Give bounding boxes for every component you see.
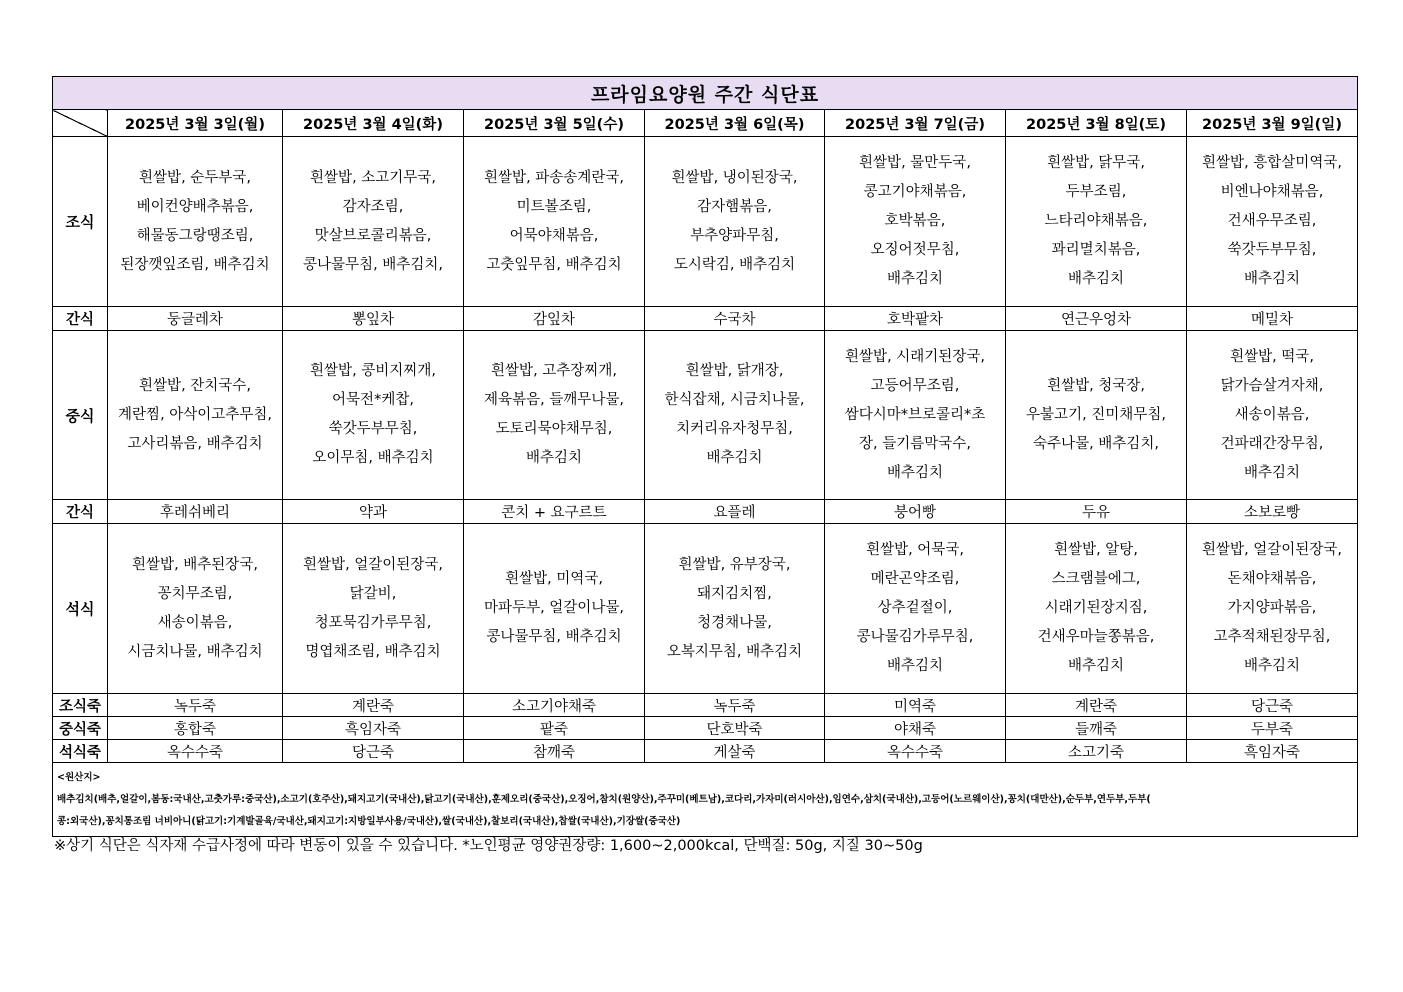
menu-item-line: 돼지김치찜, bbox=[697, 585, 772, 602]
menu-cell bbox=[825, 524, 1006, 694]
menu-cell: 야채죽 bbox=[825, 717, 1006, 740]
menu-item-line: 쑥갓두부무침, bbox=[328, 421, 418, 437]
menu-item-line: 베이컨양배추볶음, bbox=[136, 198, 254, 215]
menu-item-line: 미트볼조림, bbox=[516, 198, 592, 215]
menu-item-line: 상추겉절이, bbox=[877, 600, 953, 616]
menu-item-line: 건새우무조림, bbox=[1227, 213, 1317, 229]
menu-item-line: 흰쌀밥, 물만두국, bbox=[859, 155, 971, 171]
menu-item-line: 명엽채조림, 배추김치 bbox=[305, 643, 441, 660]
row-label: 조식 bbox=[53, 137, 108, 307]
origin-heading: <원산지> bbox=[57, 772, 101, 783]
origin-line: 배추김치(배추,얼갈이,봄동:국내산,고춧가루:중국산),소고기(호주산),돼지고기(국내산),닭고기(국내산),훈제오리(중국산),오징어,참치(원양산),주꾸미(베트남),코다리,가자미(러시아산),임연수,삼치(국내산),고등어(노르웨이산),꽁치(대만산),순두부,연두부,두부( bbox=[57, 794, 1151, 805]
menu-item-line: 배추김치 bbox=[1243, 271, 1301, 287]
menu-cell bbox=[283, 137, 464, 307]
menu-item-line: 콩나물무침, 배추김치, bbox=[303, 256, 443, 273]
menu-item-line: 배추김치 bbox=[1243, 658, 1301, 674]
menu-item-line: 고사리볶음, 배추김치 bbox=[127, 435, 263, 452]
menu-cell: 소고기죽 bbox=[1006, 740, 1187, 763]
row-label: 간식 bbox=[53, 500, 108, 524]
menu-item-line: 배추김치 bbox=[706, 450, 763, 466]
weekly-menu-table bbox=[52, 76, 1358, 837]
menu-item-line: 콩나물김가루무침, bbox=[856, 629, 974, 645]
menu-item-line: 고춧잎무침, 배추김치 bbox=[486, 256, 622, 273]
menu-cell: 요플레 bbox=[645, 500, 825, 524]
menu-cell: 소보로빵 bbox=[1187, 500, 1358, 524]
menu-cell: 두유 bbox=[1006, 500, 1187, 524]
menu-cell: 단호박죽 bbox=[645, 717, 825, 740]
menu-item-line: 가지양파볶음, bbox=[1227, 600, 1317, 616]
menu-cell bbox=[825, 137, 1006, 307]
menu-cell: 흑임자죽 bbox=[283, 717, 464, 740]
menu-cell bbox=[1187, 137, 1358, 307]
menu-cell: 옥수수죽 bbox=[108, 740, 283, 763]
menu-cell: 감잎차 bbox=[464, 307, 645, 331]
menu-item-line: 배추김치 bbox=[1067, 271, 1125, 287]
menu-cell: 녹두죽 bbox=[645, 694, 825, 717]
menu-item-line: 배추김치 bbox=[886, 271, 944, 287]
menu-cell: 미역죽 bbox=[825, 694, 1006, 717]
menu-item-line: 청포묵김가루무침, bbox=[314, 614, 432, 631]
menu-cell bbox=[1187, 524, 1358, 694]
menu-cell bbox=[108, 524, 283, 694]
porridge-dinner-row bbox=[53, 740, 1358, 763]
day-header: 2025년 3월 6일(목) bbox=[645, 110, 825, 137]
menu-item-line: 흰쌀밥, 파송송계란국, bbox=[484, 169, 624, 186]
menu-cell bbox=[645, 524, 825, 694]
day-header: 2025년 3월 9일(일) bbox=[1187, 110, 1358, 137]
menu-cell: 두부죽 bbox=[1187, 717, 1358, 740]
menu-cell: 팥죽 bbox=[464, 717, 645, 740]
menu-cell: 계란죽 bbox=[283, 694, 464, 717]
menu-cell: 뽕잎차 bbox=[283, 307, 464, 331]
menu-item-line: 흰쌀밥, 얼갈이된장국, bbox=[303, 556, 443, 573]
menu-cell: 흑임자죽 bbox=[1187, 740, 1358, 763]
page-title: 프라임요양원 주간 식단표 bbox=[53, 77, 1358, 110]
menu-cell: 계란죽 bbox=[1006, 694, 1187, 717]
menu-cell: 호박팥차 bbox=[825, 307, 1006, 331]
origin-info bbox=[53, 763, 1358, 837]
menu-cell: 들깨죽 bbox=[1006, 717, 1187, 740]
menu-cell bbox=[464, 524, 645, 694]
menu-cell: 소고기야채죽 bbox=[464, 694, 645, 717]
menu-item-line: 흰쌀밥, 냉이된장국, bbox=[671, 169, 798, 186]
footer-note: ※상기 식단은 식자재 수급사정에 따라 변동이 있을 수 있습니다. *노인평균 영양권장량: 1,600~2,000kcal, 단백질: 50g, 지질 30~50g bbox=[54, 838, 923, 854]
menu-item-line: 흰쌀밥, 닭개장, bbox=[685, 363, 784, 379]
menu-item-line: 숙주나물, 배추김치, bbox=[1033, 435, 1159, 452]
breakfast-row bbox=[53, 137, 1358, 307]
menu-item-line: 흰쌀밥, 닭무국, bbox=[1047, 155, 1145, 171]
menu-cell: 붕어빵 bbox=[825, 500, 1006, 524]
menu-item-line: 흰쌀밥, 고추장찌개, bbox=[491, 363, 617, 379]
menu-item-line: 오복지무침, 배추김치 bbox=[666, 643, 803, 660]
menu-item-line: 콩나물무침, 배추김치 bbox=[486, 629, 622, 645]
menu-item-line: 흰쌀밥, 배추된장국, bbox=[132, 556, 258, 573]
porridge-breakfast-row bbox=[53, 694, 1358, 717]
menu-item-line: 스크램블에그, bbox=[1051, 571, 1141, 587]
menu-cell bbox=[1006, 137, 1187, 307]
menu-item-line: 느타리야채볶음, bbox=[1044, 213, 1148, 229]
dinner-row bbox=[53, 524, 1358, 694]
menu-item-line: 시래기된장지짐, bbox=[1044, 600, 1148, 616]
menu-item-line: 흰쌀밥, 잔치국수, bbox=[139, 377, 251, 394]
menu-item-line: 감자햄볶음, bbox=[697, 198, 772, 215]
menu-cell: 둥글레차 bbox=[108, 307, 283, 331]
menu-item-line: 흰쌀밥, 소고기무국, bbox=[310, 169, 436, 186]
snack2-row bbox=[53, 500, 1358, 524]
menu-item-line: 도토리묵야채무침, bbox=[495, 421, 613, 437]
menu-cell: 게살죽 bbox=[645, 740, 825, 763]
menu-item-line: 꽈리멸치볶음, bbox=[1051, 242, 1141, 258]
menu-item-line: 두부조림, bbox=[1065, 184, 1127, 200]
origin-row bbox=[53, 763, 1358, 837]
day-header: 2025년 3월 3일(월) bbox=[108, 110, 283, 137]
menu-cell: 수국차 bbox=[645, 307, 825, 331]
menu-item-line: 흰쌀밥, 흥합살미역국, bbox=[1202, 155, 1342, 171]
menu-cell: 참깨죽 bbox=[464, 740, 645, 763]
menu-item-line: 흰쌀밥, 떡국, bbox=[1230, 348, 1314, 365]
menu-cell: 약과 bbox=[283, 500, 464, 524]
menu-item-line: 배추김치 bbox=[1067, 658, 1125, 674]
menu-item-line: 흰쌀밥, 어묵국, bbox=[866, 542, 964, 558]
menu-item-line: 쌈다시마*브로콜리*초 bbox=[844, 406, 986, 423]
menu-item-line: 제육볶음, 들깨무나물, bbox=[484, 392, 624, 408]
menu-item-line: 오징어젓무침, bbox=[870, 242, 960, 258]
menu-cell bbox=[108, 137, 283, 307]
menu-item-line: 어묵야채볶음, bbox=[509, 227, 599, 244]
menu-item-line: 치커리유자청무침, bbox=[676, 421, 793, 437]
menu-item-line: 흰쌀밥, 유부장국, bbox=[678, 556, 791, 573]
day-header: 2025년 3월 5일(수) bbox=[464, 110, 645, 137]
menu-item-line: 시금치나물, 배추김치 bbox=[127, 643, 263, 660]
menu-item-line: 부추양파무침, bbox=[690, 227, 779, 244]
date-header-row bbox=[53, 110, 1358, 137]
menu-item-line: 흰쌀밥, 알탕, bbox=[1054, 542, 1138, 558]
row-label: 석식죽 bbox=[53, 740, 108, 763]
menu-cell: 옥수수죽 bbox=[825, 740, 1006, 763]
row-label: 중식죽 bbox=[53, 717, 108, 740]
menu-item-line: 흰쌀밥, 시래기된장국, bbox=[845, 348, 985, 365]
menu-cell bbox=[645, 137, 825, 307]
porridge-lunch-row bbox=[53, 717, 1358, 740]
menu-item-line: 감자조림, bbox=[342, 198, 404, 215]
menu-cell: 녹두죽 bbox=[108, 694, 283, 717]
menu-cell bbox=[464, 137, 645, 307]
row-label: 간식 bbox=[53, 307, 108, 331]
menu-item-line: 도시락김, 배추김치 bbox=[673, 256, 796, 273]
menu-item-line: 건새우마늘쫑볶음, bbox=[1037, 629, 1155, 645]
menu-item-line: 꽁치무조림, bbox=[157, 585, 233, 602]
menu-cell bbox=[645, 331, 825, 500]
menu-item-line: 콩고기야채볶음, bbox=[863, 184, 967, 200]
menu-cell bbox=[108, 331, 283, 500]
menu-cell: 콘치 + 요구르트 bbox=[464, 500, 645, 524]
day-header: 2025년 3월 4일(화) bbox=[283, 110, 464, 137]
menu-item-line: 닭가슴살겨자채, bbox=[1220, 377, 1324, 394]
menu-item-line: 호박볶음, bbox=[884, 213, 946, 229]
menu-item-line: 청경채나물, bbox=[697, 614, 772, 631]
menu-item-line: 어묵전*케찹, bbox=[332, 392, 414, 408]
menu-item-line: 배추김치 bbox=[1243, 464, 1301, 481]
row-label: 중식 bbox=[53, 331, 108, 500]
menu-item-line: 배추김치 bbox=[886, 464, 944, 481]
menu-cell bbox=[825, 331, 1006, 500]
menu-cell: 당근죽 bbox=[1187, 694, 1358, 717]
menu-cell bbox=[464, 331, 645, 500]
menu-item-line: 배추김치 bbox=[886, 658, 944, 674]
menu-item-line: 계란찜, 아삭이고추무침, bbox=[118, 406, 272, 423]
menu-item-line: 건파래간장무침, bbox=[1220, 435, 1324, 452]
menu-item-line: 새송이볶음, bbox=[157, 614, 233, 631]
menu-cell bbox=[1006, 524, 1187, 694]
day-header: 2025년 3월 8일(토) bbox=[1006, 110, 1187, 137]
menu-item-line: 새송이볶음, bbox=[1234, 406, 1310, 423]
menu-cell: 후레쉬베리 bbox=[108, 500, 283, 524]
menu-cell bbox=[1187, 331, 1358, 500]
lunch-row bbox=[53, 331, 1358, 500]
snack1-row bbox=[53, 307, 1358, 331]
menu-item-line: 한식잡채, 시금치나물, bbox=[664, 392, 805, 408]
menu-item-line: 우불고기, 진미채무침, bbox=[1026, 406, 1166, 423]
row-label: 조식죽 bbox=[53, 694, 108, 717]
menu-item-line: 장, 들기름막국수, bbox=[859, 435, 971, 452]
menu-item-line: 닭갈비, bbox=[349, 585, 397, 602]
menu-item-line: 흰쌀밥, 얼갈이된장국, bbox=[1202, 542, 1342, 558]
title-row bbox=[53, 77, 1358, 110]
menu-cell: 당근죽 bbox=[283, 740, 464, 763]
menu-item-line: 돈채야채볶음, bbox=[1227, 571, 1317, 587]
origin-line: 콩:외국산),꽁치통조림 너비아니(닭고기:기계발골육/국내산,돼지고기:지방일부사용/국내산),쌀(국내산),찰보리(국내산),찹쌀(국내산),기장쌀(중국산) bbox=[57, 816, 681, 827]
menu-cell: 홍합죽 bbox=[108, 717, 283, 740]
corner-cell bbox=[53, 110, 108, 137]
menu-cell bbox=[1006, 331, 1187, 500]
day-header: 2025년 3월 7일(금) bbox=[825, 110, 1006, 137]
menu-item-line: 메란곤약조림, bbox=[870, 571, 960, 587]
menu-cell: 연근우엉차 bbox=[1006, 307, 1187, 331]
menu-item-line: 마파두부, 얼갈이나물, bbox=[484, 600, 624, 616]
menu-item-line: 흰쌀밥, 청국장, bbox=[1047, 377, 1145, 394]
menu-item-line: 쑥갓두부무침, bbox=[1227, 242, 1317, 258]
menu-cell bbox=[283, 524, 464, 694]
row-label: 석식 bbox=[53, 524, 108, 694]
menu-item-line: 오이무침, 배추김치 bbox=[312, 450, 434, 466]
menu-item-line: 고추적채된장무침, bbox=[1213, 629, 1331, 645]
menu-item-line: 비엔나야채볶음, bbox=[1220, 184, 1324, 200]
menu-item-line: 된장깻잎조림, 배추김치 bbox=[120, 256, 270, 273]
menu-item-line: 배추김치 bbox=[525, 450, 583, 466]
menu-cell bbox=[283, 331, 464, 500]
menu-item-line: 흰쌀밥, 순두부국, bbox=[139, 169, 251, 186]
menu-item-line: 해물동그랑땡조림, bbox=[136, 227, 254, 244]
menu-item-line: 흰쌀밥, 콩비지찌개, bbox=[310, 363, 436, 379]
menu-item-line: 흰쌀밥, 미역국, bbox=[505, 571, 603, 587]
menu-item-line: 고등어무조림, bbox=[870, 377, 960, 394]
menu-item-line: 맛살브로콜리볶음, bbox=[314, 227, 432, 244]
menu-cell: 메밀차 bbox=[1187, 307, 1358, 331]
